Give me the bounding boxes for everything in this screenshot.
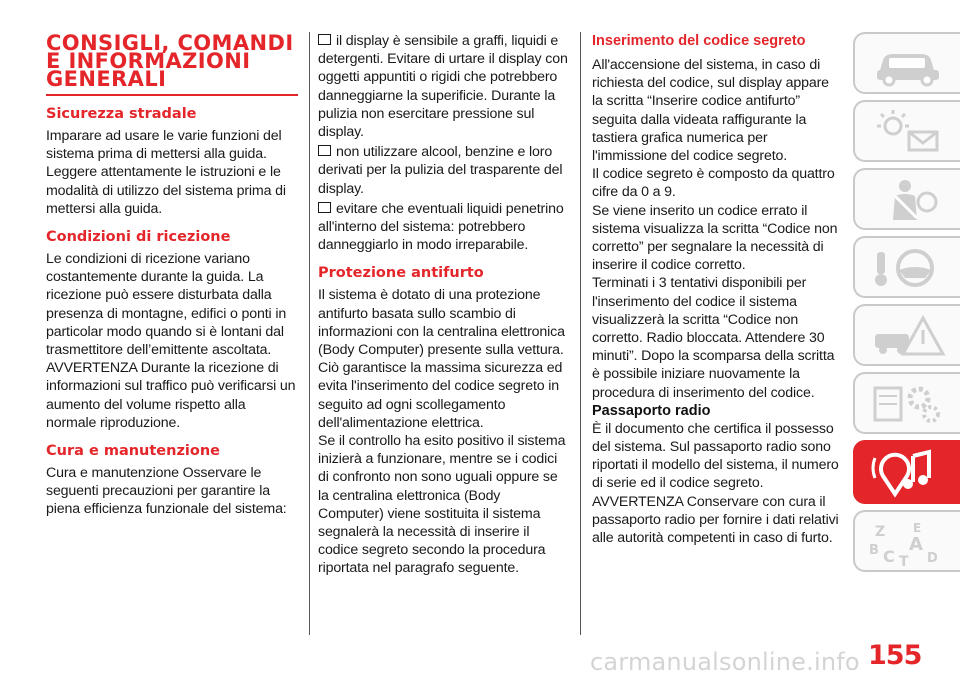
chapter-tabs [853,32,960,578]
tab-index[interactable] [853,510,960,572]
svg-text:D: D [927,551,938,566]
tab-maintenance[interactable] [853,372,960,434]
multimedia-icon [869,448,949,500]
tab-emergency[interactable] [853,304,960,366]
bullet-item: il display è sensibile a graffi, liquidi e detergenti. Evitare di urtare il display con oggetti appuntiti o rigidi che potrebbero danneggiarne la superificie. Durante la pulizia non esercitare pressione sul display. [318,33,568,141]
paragraph-passaporto: È il documento che certifica il possesso del sistema. Sul passaporto radio sono riportati il modello del sistema, il numero di serie ed il codice segreto. [592,420,839,492]
svg-text:T: T [899,554,909,566]
heading-inserimento-codice: Inserimento del codice segreto [592,33,806,49]
column-3 [592,32,842,547]
maintenance-gears-icon [869,380,949,428]
bullet-item: evitare che eventuali liquidi penetrino all'interno del sistema: potrebbero danneggiarlo in modo irreparabile. [318,200,564,254]
paragraph-codice-2: Il codice segreto è composto da quattro cifre da 0 a 9. [592,166,835,201]
bullet-box-icon [318,145,331,156]
tab-starting[interactable] [853,236,960,298]
svg-text:E: E [913,521,922,535]
heading-condizioni-ricezione: Condizioni di ricezione [46,229,231,246]
watermark: carmanualsonline.info [590,648,860,676]
heading-sicurezza-stradale: Sicurezza stradale [46,106,197,122]
paragraph-codice-1: All'accensione del sistema, in caso di richiesta del codice, sul display appare la scritta “Inserire codice antifurto” seguita dalla videata raffigurante la tastiera grafica numerica per l'immissione del codice segreto. [592,57,829,165]
column-divider [309,32,310,635]
chapter-title: CONSIGLI, COMANDI E INFORMAZIONI GENERALI [46,34,298,96]
bullet-box-icon [318,34,331,45]
paragraph-codice-4: Terminati i 3 tentativi disponibili per l'inserimento del codice il sistema visualizzerà la scritta “Codice non corretto. Radio bloccata. Attendere 30 minuti”. Dopo la scomparsa della scritta è possibile iniziare nuovamente la procedura di inserimento del codice. [592,275,835,401]
bullet-item: non utilizzare alcool, benzine e loro derivati per la pulizia del trasparente del display. [318,144,563,197]
tab-car[interactable] [853,32,960,94]
svg-text:B: B [869,543,879,558]
heading-passaporto-radio: Passaporto radio [592,402,711,419]
breakdown-icon [869,312,949,360]
paragraph-cura: Cura e manutenzione Osservare le seguenti precauzioni per garantire la piena efficienza funzionale del sistema: [46,465,287,518]
paragraph-antifurto-3: Se il controllo ha esito positivo il sistema inizierà a funzionare, mentre se i codici di confronto non sono uguali oppure se la centralina elettronica (Body Computer) viene sostituita il sistema segnalerà la necessità di inserire il codice segreto secondo la procedura riportata nel paragrafo seguente. [318,433,566,577]
svg-text:C: C [883,547,895,566]
index-letters-icon [869,518,949,566]
tab-warning-lights[interactable] [853,100,960,162]
column-1 [46,30,298,519]
tab-multimedia[interactable] [853,440,960,504]
svg-text:A: A [909,534,923,555]
heading-protezione-antifurto: Protezione antifurto [318,265,484,282]
steering-key-icon [869,244,949,292]
tab-safety[interactable] [853,168,960,230]
paragraph-codice-3: Se viene inserito un codice errato il sistema visualizza la scritta “Codice non corretto” per segnalare la necessità di inserire il codice corretto. [592,202,838,274]
paragraph-ricezione: Le condizioni di ricezione variano costantemente durante la guida. La ricezione può essere disturbata dalla presenza di montagne, edifici o ponti in particolar modo quando si è lontani dal trasmettitore dell’emittente ascoltata. [46,251,287,359]
paragraph-antifurto-1: Il sistema è dotato di una protezione antifurto basata sullo scambio di informazioni con la centralina elettronica (Body Computer) presente sulla vettura. [318,287,565,359]
column-2 [318,32,568,578]
paragraph-sicurezza: Imparare ad usare le varie funzioni del sistema prima di mettersi alla guida. Leggere attentamente le istruzioni e le modalità di utilizzo del sistema prima di mettersi alla guida. [46,128,286,217]
paragraph-antifurto-2: Ciò garantisce la massima sicurezza ed evita l'inserimento del codice segreto in seguito ad ogni scollegamento dell'alimentazione elettrica. [318,360,563,431]
seatbelt-airbag-icon [869,176,949,224]
warning-lights-icon [869,108,949,156]
heading-cura-manutenzione: Cura e manutenzione [46,443,220,460]
warning-passaporto: AVVERTENZA Conservare con cura il passaporto radio per fornire i dati relativi alle autorità competenti in caso di furto. [592,493,839,547]
page-number: 155 [868,640,922,671]
column-divider [580,32,581,635]
bullet-box-icon [318,202,331,213]
svg-text:Z: Z [875,524,886,540]
car-icon [869,40,949,88]
warning-ricezione: AVVERTENZA Durante la ricezione di informazioni sul traffico può verificarsi un aumento del volume rispetto alla normale riproduzione. [46,360,296,431]
